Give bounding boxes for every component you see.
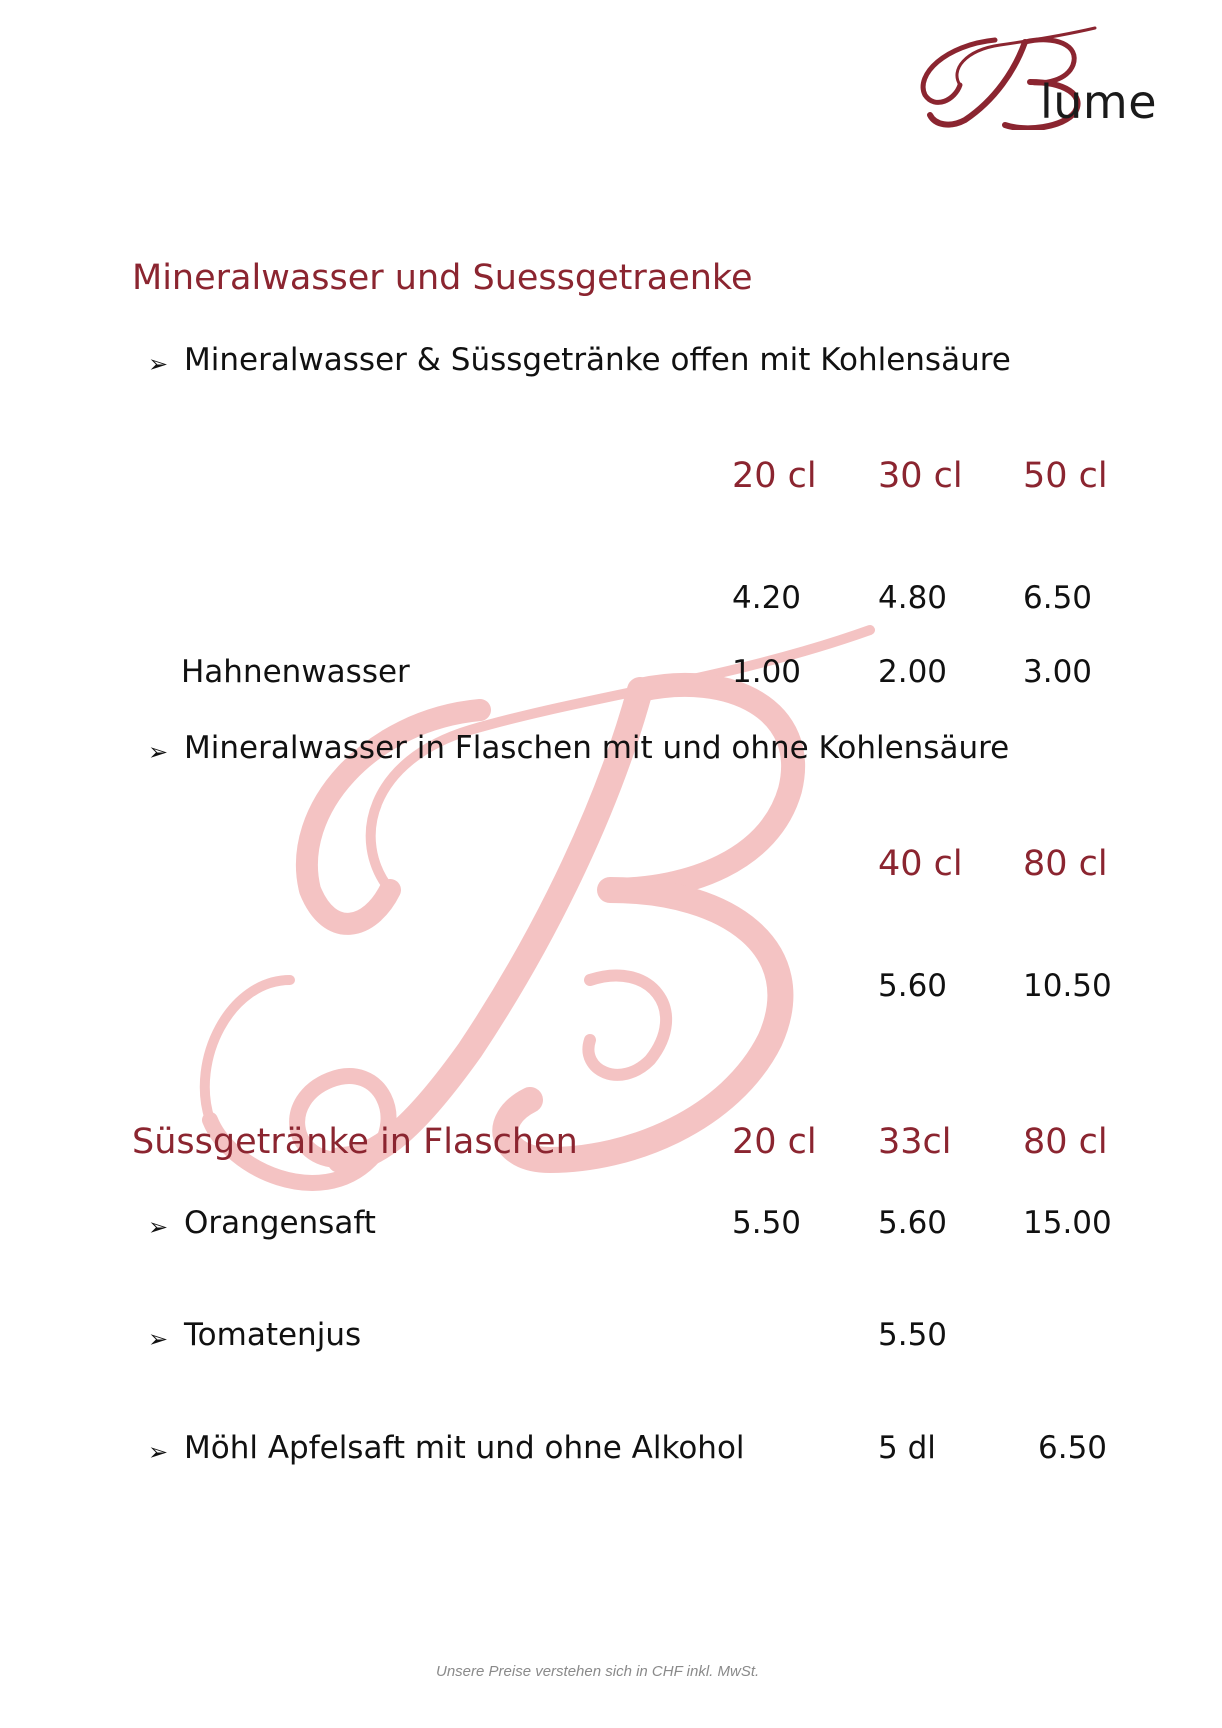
size-header: 80 cl (1023, 1122, 1108, 1162)
arrowhead-bullet-icon: ➢ (148, 738, 169, 766)
item-name-orangensaft: Orangensaft (184, 1205, 376, 1241)
price-value: 4.80 (878, 580, 948, 616)
price-value: 5.50 (732, 1205, 802, 1241)
item-name-hahnenwasser: Hahnenwasser (181, 654, 410, 690)
size-header: 30 cl (878, 456, 963, 496)
size-header: 20 cl (732, 456, 817, 496)
section-title-mineral: Mineralwasser und Suessgetraenke (132, 258, 753, 298)
price-value: 1.00 (732, 654, 802, 690)
price-value: 5.50 (878, 1317, 948, 1353)
size-header: 40 cl (878, 844, 963, 884)
price-value: 6.50 (1023, 580, 1093, 616)
price-value: 6.50 (1038, 1430, 1108, 1466)
price-value: 5.60 (878, 968, 948, 1004)
arrowhead-bullet-icon: ➢ (148, 1438, 169, 1466)
group-label-open-drinks: Mineralwasser & Süssgetränke offen mit Kohlensäure (184, 342, 1011, 378)
arrowhead-bullet-icon: ➢ (148, 350, 169, 378)
size-header: 50 cl (1023, 456, 1108, 496)
logo-wordmark: lume (1040, 75, 1158, 129)
price-value: 4.20 (732, 580, 802, 616)
price-value: 3.00 (1023, 654, 1093, 690)
group-label-bottled-water: Mineralwasser in Flaschen mit und ohne Kohlensäure (184, 730, 1010, 766)
item-name-apfelsaft: Möhl Apfelsaft mit und ohne Alkohol (184, 1430, 745, 1466)
size-value: 5 dl (878, 1430, 936, 1466)
price-value: 5.60 (878, 1205, 948, 1241)
price-value: 2.00 (878, 654, 948, 690)
size-header: 33cl (878, 1122, 952, 1162)
size-header: 20 cl (732, 1122, 817, 1162)
arrowhead-bullet-icon: ➢ (148, 1325, 169, 1353)
arrowhead-bullet-icon: ➢ (148, 1213, 169, 1241)
item-name-tomatenjus: Tomatenjus (184, 1317, 362, 1353)
size-header: 80 cl (1023, 844, 1108, 884)
price-value: 15.00 (1023, 1205, 1112, 1241)
footer-note: Unsere Preise verstehen sich in CHF inkl. MwSt. (436, 1663, 760, 1680)
section-title-bottled-drinks: Süssgetränke in Flaschen (132, 1122, 578, 1162)
price-value: 10.50 (1023, 968, 1112, 1004)
